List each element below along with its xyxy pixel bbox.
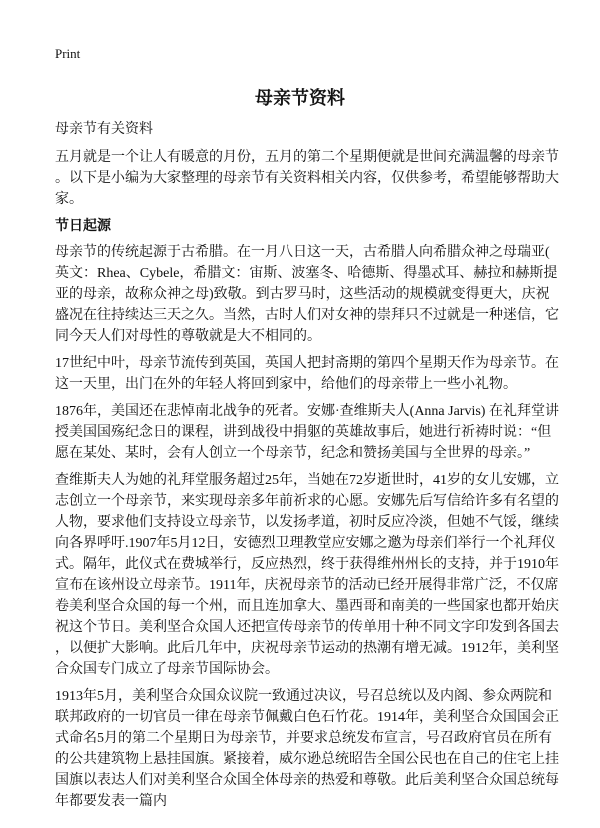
text-line: 家。: [55, 192, 83, 207]
text-line: 。以下是小编为大家整理的母亲节有关资料相关内容，仅供参考，希望能够帮助大: [55, 171, 559, 186]
body-paragraph: [55, 686, 575, 812]
text-line: 1913年5月，美利坚合众国众议院一致通过决议，号召总统以及内阁、参众两院和: [55, 689, 552, 704]
document-title: 母亲节资料: [255, 88, 345, 108]
text-line: 卷美利坚合众国的每一个州，而且连加拿大、墨西哥和南美的一些国家也都开始庆: [55, 599, 559, 614]
text-line: 式。隔年，此仪式在费城举行，反应热烈，终于获得维州州长的支持，并于1910年: [55, 557, 559, 572]
text-line: ，以便扩大影响。此后几年中，庆祝母亲节运动的热潮有增无减。1912年，美利坚: [55, 641, 559, 656]
text-line: 17世纪中叶，母亲节流传到英国，英国人把封斋期的第四个星期天作为母亲节。在: [55, 356, 559, 371]
text-line: 合众国专门成立了母亲节国际协会。: [55, 662, 279, 677]
document-body: [55, 147, 575, 818]
text-line: 宣布在该州设立母亲节。1911年，庆祝母亲节的活动已经开展得非常广泛，不仅席: [55, 578, 559, 593]
text-line: 国旗以表达人们对美利坚合众国全体母亲的热爱和尊敬。此后美利坚合众国总统每: [55, 773, 559, 788]
text-line: 查维斯夫人为她的礼拜堂服务超过25年，当她在72岁逝世时，41岁的女儿安娜，立: [55, 473, 559, 488]
text-line: 这一天里，出门在外的年轻人将回到家中，给他们的母亲带上一些小礼物。: [55, 377, 517, 392]
text-line: 祝这个节日。美利坚合众国人还把宣传母亲节的传单用十种不同文字印发到各国去: [55, 620, 559, 635]
text-line: 的公共建筑物上悬挂国旗。紧接着，威尔逊总统昭告全国公民也在自己的住宅上挂: [55, 752, 559, 767]
text-line: 盛况在往持续达三天之久。当然，古时人们对女神的崇拜只不过就是一种迷信，它: [55, 308, 559, 323]
text-line: 1876年，美国还在悲悼南北战争的死者。安娜·查维斯夫人(Anna Jarvis) 在礼拜堂讲: [55, 404, 559, 419]
text-line: 五月就是一个让人有暖意的月份，五月的第二个星期便就是世间充满温馨的母亲节: [55, 150, 559, 165]
intro-paragraph: [55, 147, 575, 210]
text-line: 同今天人们对母性的尊敬就是大不相同的。: [55, 329, 321, 344]
body-paragraph: [55, 470, 575, 680]
text-line: 母亲节的传统起源于古希腊。在一月八日这一天，古希腊人向希腊众神之母瑞亚(: [55, 245, 550, 260]
body-paragraph: [55, 242, 575, 347]
text-line: 愿在某处、某时，会有人创立一个母亲节，纪念和赞扬美国与全世界的母亲。”: [55, 446, 531, 461]
body-paragraph: [55, 401, 575, 464]
text-line: 式命名5月的第二个星期日为母亲节，并要求总统发布宣言，号召政府官员在所有: [55, 731, 552, 746]
text-line: 志创立一个母亲节，来实现母亲多年前祈求的心愿。安娜先后写信给许多有名望的: [55, 494, 559, 509]
text-line: 联邦政府的一切官员一律在母亲节佩戴白色石竹花。1914年，美利坚合众国国会正: [55, 710, 559, 725]
text-line: 授美国国殇纪念日的课程，讲到战役中捐躯的英雄故事后，她进行祈祷时说：“但: [55, 425, 552, 440]
section-heading: 节日起源: [55, 219, 111, 234]
text-line: 向各界呼吁.1907年5月12日，安德烈卫理教堂应安娜之邀为母亲们举行一个礼拜仪: [55, 536, 556, 551]
print-label[interactable]: Print: [55, 46, 81, 61]
text-line: 亚的母亲，故称众神之母)致敬。到古罗马时，这些活动的规模就变得更大，庆祝: [55, 287, 550, 302]
section-paragraphs: [55, 242, 575, 812]
text-line: 人物，要求他们支持设立母亲节，以发扬孝道，初时反应冷淡，但她不气馁，继续: [55, 515, 559, 530]
document-subtitle: 母亲节有关资料: [55, 122, 153, 137]
body-paragraph: [55, 353, 575, 395]
text-line: 年都要发表一篇内: [55, 794, 167, 809]
text-line: 英文：Rhea、Cybele，希腊文：宙斯、波塞冬、哈德斯、得墨忒耳、赫拉和赫斯提: [55, 266, 558, 281]
